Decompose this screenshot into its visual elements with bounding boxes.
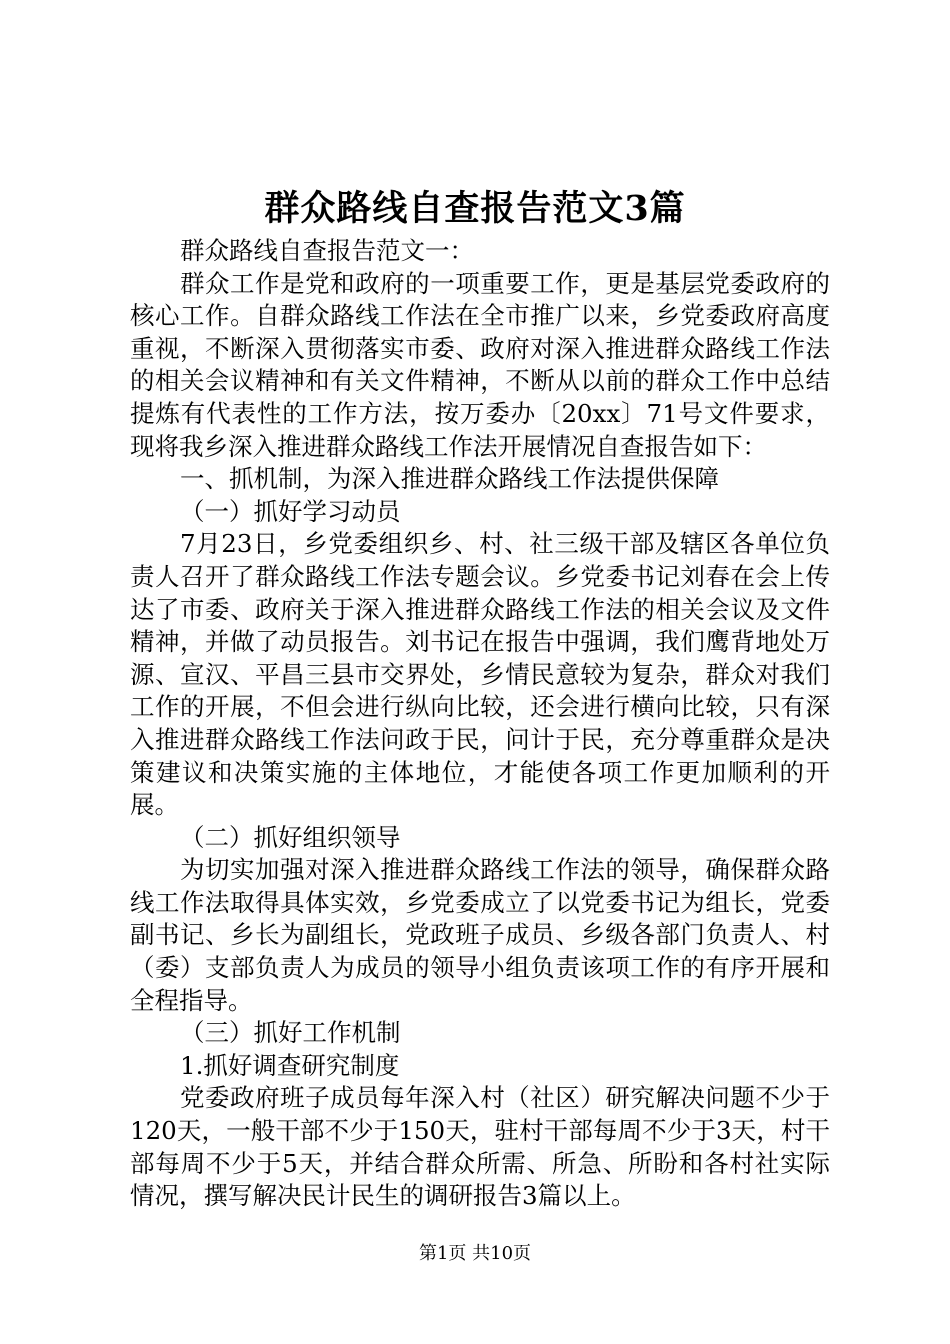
intro-paragraph: 群众工作是党和政府的一项重要工作，更是基层党委政府的核心工作。自群众路线工作法在全市推广以来，乡党委政府高度重视，不断深入贯彻落实市委、政府对深入推进群众路线工作法的相关会议精神和有关文件精神，不断从以前的群众工作中总结提炼有代表性的工作方法，按万委办〔20xx〕71号文件要求，现将我乡深入推进群众路线工作法开展情况自查报告如下： [130,268,830,461]
section-heading-mechanism: 一、抓机制，为深入推进群众路线工作法提供保障 [180,464,719,494]
subheading-organization-leadership: （二）抓好组织领导 [180,822,401,852]
organization-leadership-paragraph: 为切实加强对深入推进群众路线工作法的领导，确保群众路线工作法取得具体实效，乡党委成立了以党委书记为组长，党委副书记、乡长为副组长，党政班子成员、乡级各部门负责人、村（委）支部负责人为成员的领导小组负责该项工作的有序开展和全程指导。 [130,855,830,1015]
item-research-system: 1.抓好调查研究制度 [180,1050,400,1080]
subheading-study-mobilization: （一）抓好学习动员 [180,496,401,526]
page-footer: 第1页 共10页 [418,1243,532,1264]
document-body [130,235,830,1213]
section-heading-sample-one: 群众路线自查报告范文一： [180,236,474,265]
study-mobilization-paragraph: 7月23日，乡党委组织乡、村、社三级干部及辖区各单位负责人召开了群众路线工作法专题会议。乡党委书记刘春在会上传达了市委、政府关于深入推进群众路线工作法的相关会议及文件精神，并做了动员报告。刘书记在报告中强调，我们鹰背地处万源、宣汉、平昌三县市交界处，乡情民意较为复杂，群众对我们工作的开展，不但会进行纵向比较，还会进行横向比较，只有深入推进群众路线工作法问政于民，问计于民，充分尊重群众是决策建议和决策实施的主体地位，才能使各项工作更加顺利的开展。 [130,529,830,820]
subheading-work-mechanism: （三）抓好工作机制 [180,1018,401,1048]
research-system-paragraph: 党委政府班子成员每年深入村（社区）研究解决问题不少于120天，一般干部不少于150天，驻村干部每周不少于3天，村干部每周不少于5天，并结合群众所需、所急、所盼和各村社实际情况，撰写解决民计民生的调研报告3篇以上。 [130,1083,830,1211]
document-title: 群众路线自查报告范文3篇 [264,188,686,229]
